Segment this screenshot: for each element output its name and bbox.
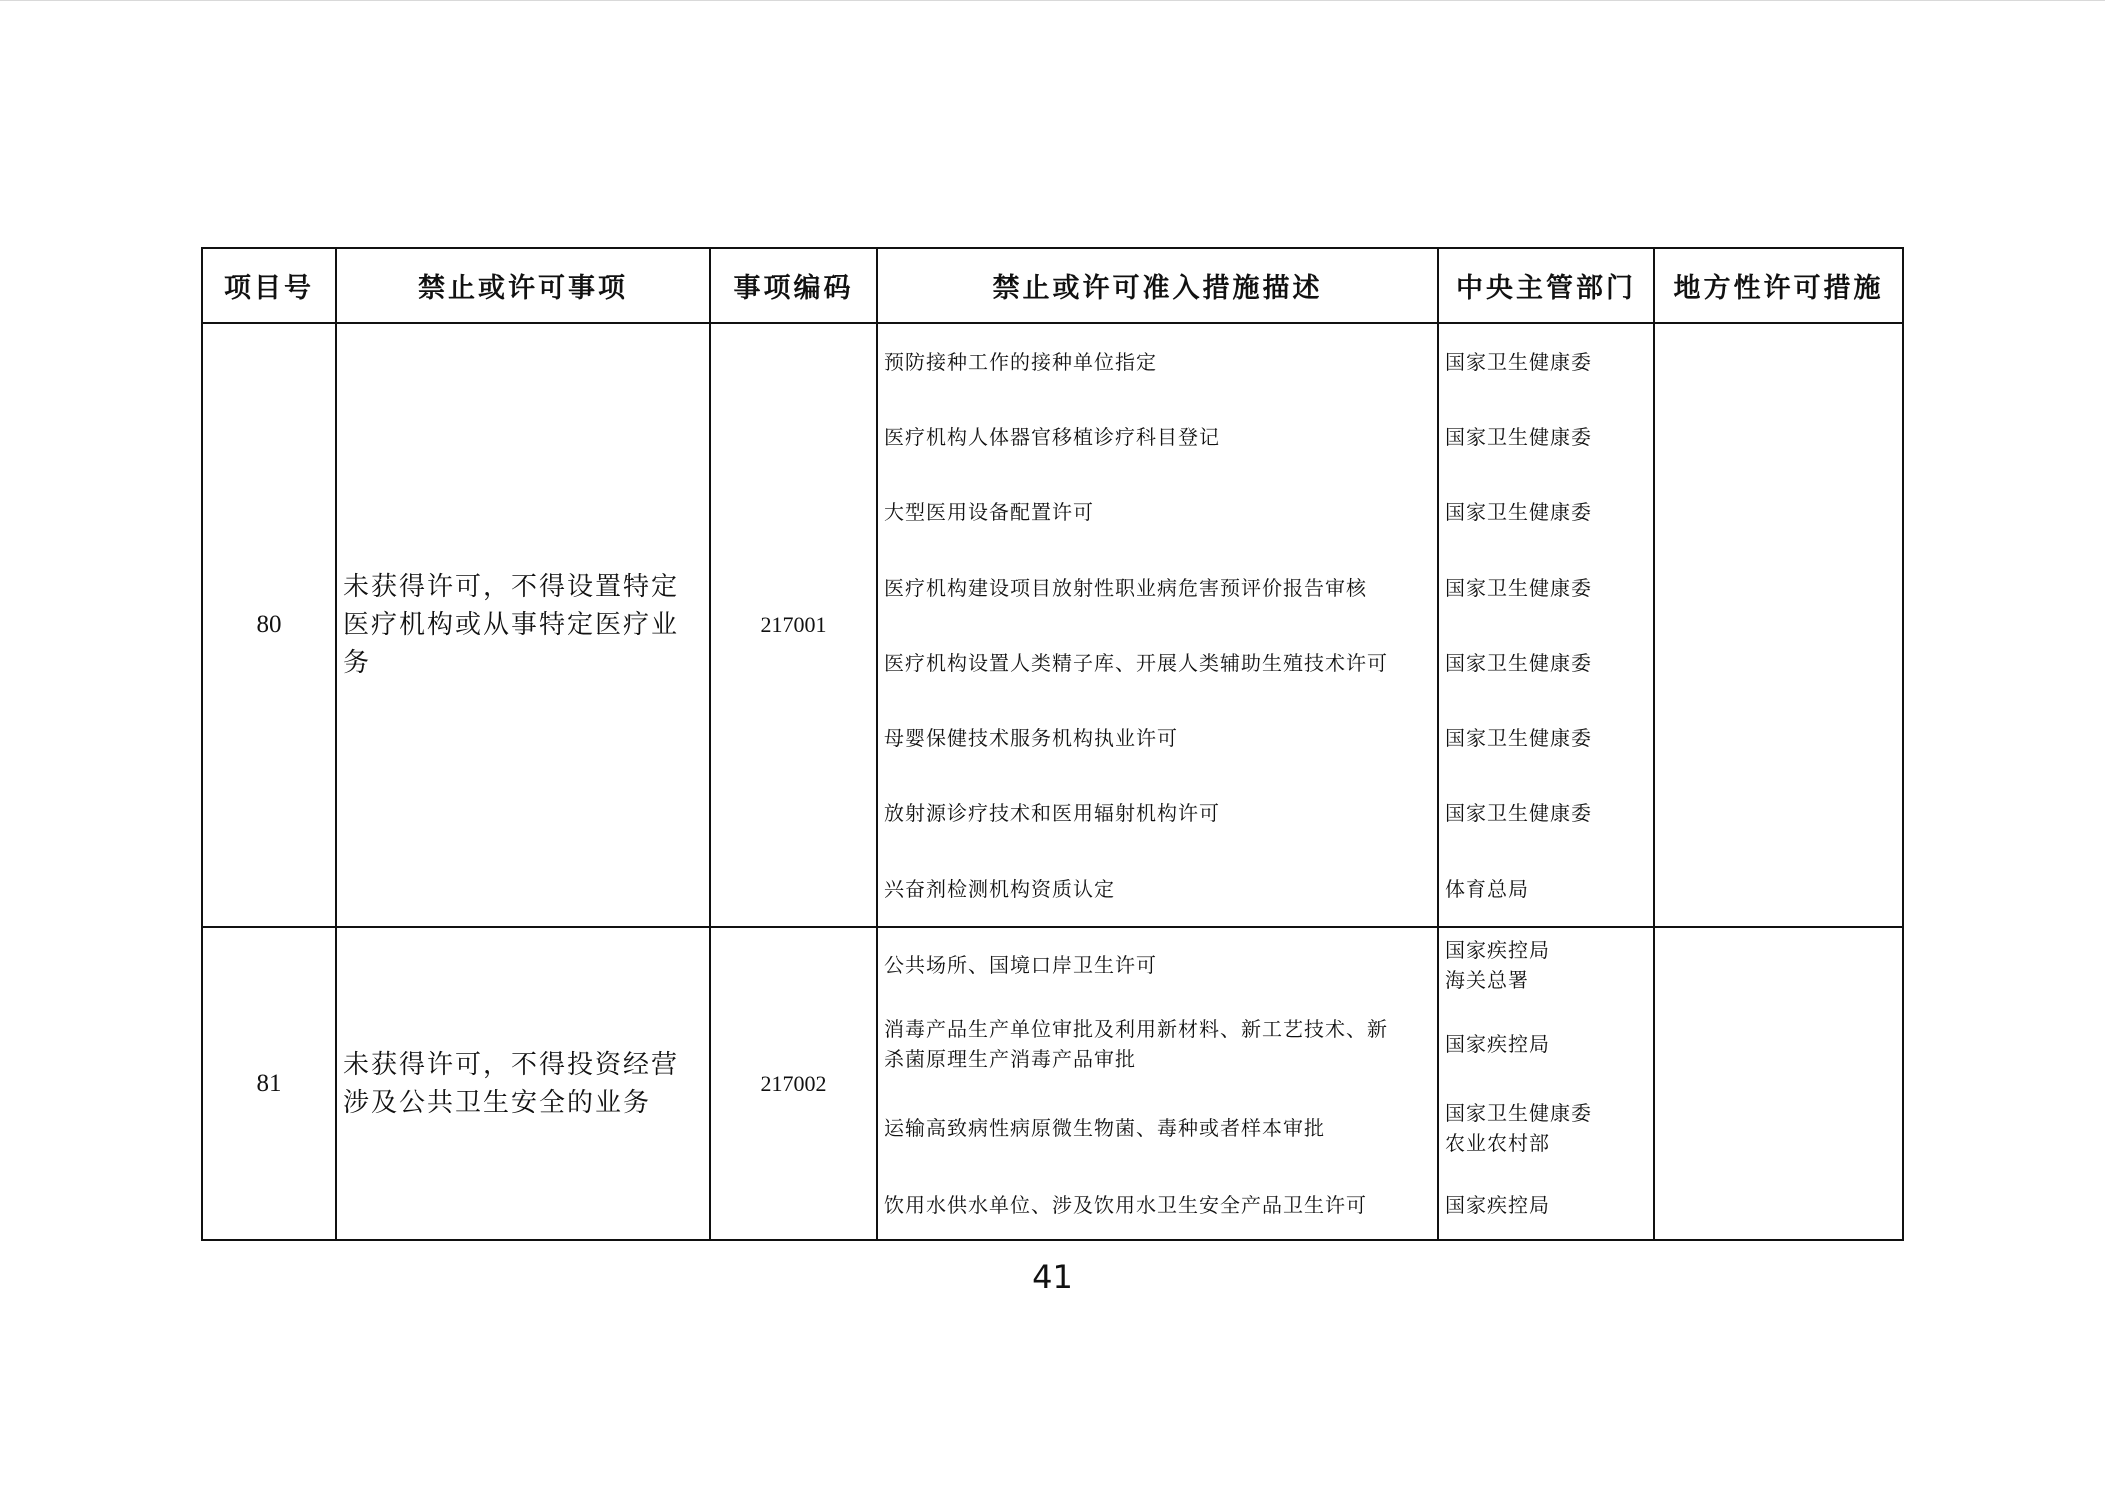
row-descriptions <box>877 323 1438 927</box>
measure-description: 大型医用设备配置许可 <box>884 500 1094 525</box>
row-item: 未获得许可，不得投资经营涉及公共卫生安全的业务 <box>336 927 710 1240</box>
measure-department: 国家卫生健康委 <box>1445 424 1592 449</box>
row-descriptions <box>877 927 1438 1240</box>
measure-description: 母婴保健技术服务机构执业许可 <box>884 726 1178 751</box>
measure-department: 国家卫生健康委 <box>1445 500 1592 525</box>
measure-description: 放射源诊疗技术和医用辐射机构许可 <box>884 801 1220 826</box>
table-row <box>202 323 1903 927</box>
measure-description: 医疗机构人体器官移植诊疗科目登记 <box>884 424 1220 449</box>
measure-description: 饮用水供水单位、涉及饮用水卫生安全产品卫生许可 <box>884 1192 1367 1217</box>
header-description: 禁止或许可准入措施描述 <box>877 248 1438 323</box>
measure-description: 医疗机构建设项目放射性职业病危害预评价报告审核 <box>884 575 1367 600</box>
row-project-no: 81 <box>202 927 336 1240</box>
header-local-measure: 地方性许可措施 <box>1654 248 1903 323</box>
row-project-no: 80 <box>202 323 336 927</box>
header-project-no: 项目号 <box>202 248 336 323</box>
row-code: 217002 <box>710 927 877 1240</box>
row-departments <box>1438 323 1654 927</box>
table-row <box>202 927 1903 1240</box>
measure-department: 国家卫生健康委 <box>1445 349 1592 374</box>
row-departments <box>1438 927 1654 1240</box>
measure-description: 兴奋剂检测机构资质认定 <box>884 876 1115 901</box>
measure-description: 公共场所、国境口岸卫生许可 <box>884 953 1157 978</box>
page-number: 41 <box>1032 1258 1073 1296</box>
measure-department: 国家疾控局 <box>1445 1192 1550 1217</box>
row-item: 未获得许可，不得设置特定医疗机构或从事特定医疗业务 <box>336 323 710 927</box>
measure-department: 国家疾控局 <box>1445 1032 1550 1057</box>
header-department: 中央主管部门 <box>1438 248 1654 323</box>
measure-description: 运输高致病性病原微生物菌、毒种或者样本审批 <box>884 1116 1325 1141</box>
measure-department: 国家卫生健康委 <box>1445 726 1592 751</box>
measure-department: 体育总局 <box>1445 876 1529 901</box>
measure-department: 国家卫生健康委 农业农村部 <box>1445 1101 1592 1156</box>
measure-description: 医疗机构设置人类精子库、开展人类辅助生殖技术许可 <box>884 650 1388 675</box>
header-code: 事项编码 <box>710 248 877 323</box>
measure-department: 国家疾控局 海关总署 <box>1445 938 1550 993</box>
row-local-measure <box>1654 323 1903 927</box>
measure-department: 国家卫生健康委 <box>1445 801 1592 826</box>
header-item: 禁止或许可事项 <box>336 248 710 323</box>
table-header-row <box>202 248 1903 323</box>
permit-table <box>201 247 1904 1241</box>
measure-department: 国家卫生健康委 <box>1445 575 1592 600</box>
row-local-measure <box>1654 927 1903 1240</box>
row-code: 217001 <box>710 323 877 927</box>
measure-description: 消毒产品生产单位审批及利用新材料、新工艺技术、新 杀菌原理生产消毒产品审批 <box>884 1017 1388 1072</box>
measure-department: 国家卫生健康委 <box>1445 650 1592 675</box>
measure-description: 预防接种工作的接种单位指定 <box>884 349 1157 374</box>
page-top-rule <box>0 0 2105 1</box>
